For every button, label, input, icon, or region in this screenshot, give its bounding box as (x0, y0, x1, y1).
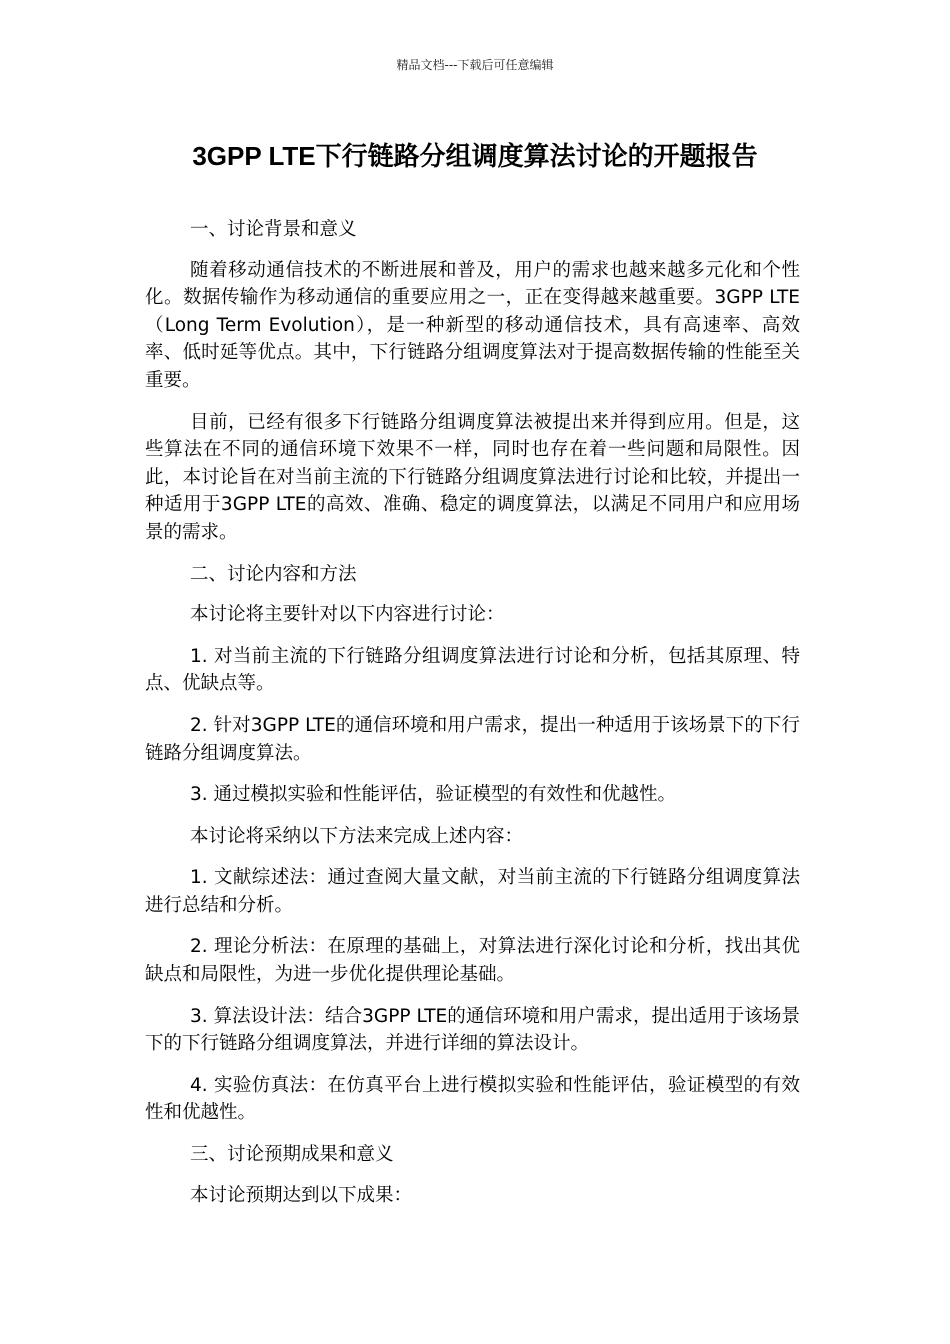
section-heading-content-methods: 二、讨论内容和方法 (190, 563, 357, 585)
list-item-content-3: 3. 通过模拟实验和性能评估，验证模型的有效性和优越性。 (190, 784, 677, 806)
paragraph-methods-intro: 本讨论将采纳以下方法来完成上述内容： (190, 825, 524, 847)
section-heading-expected-results: 三、讨论预期成果和意义 (190, 1144, 394, 1166)
document-body (145, 216, 800, 1223)
list-item-method-2: 2. 理论分析法：在原理的基础上，对算法进行深化讨论和分析，找出其优缺点和局限性，为进一步优化提供理论基础。 (145, 936, 800, 986)
list-item-method-3: 3. 算法设计法：结合3GPP LTE的通信环境和用户需求，提出适用于该场景下的下行链路分组调度算法，并进行详细的算法设计。 (145, 1005, 800, 1055)
paragraph-background-2: 目前，已经有很多下行链路分组调度算法被提出来并得到应用。但是，这些算法在不同的通信环境下效果不一样，同时也存在着一些问题和局限性。因此，本讨论旨在对当前主流的下行链路分组调度算法进行讨论和比较，并提出一种适用于3GPP LTE的高效、准确、稳定的调度算法，以满足不同用户和应用场景的需求。 (145, 411, 800, 543)
paragraph-content-intro: 本讨论将主要针对以下内容进行讨论： (190, 604, 505, 626)
header-note: 精品文档---下载后可任意编辑 (396, 58, 554, 72)
list-item-method-4: 4. 实验仿真法：在仿真平台上进行模拟实验和性能评估，验证模型的有效性和优越性。 (145, 1074, 800, 1124)
list-item-content-2: 2. 针对3GPP LTE的通信环境和用户需求，提出一种适用于该场景下的下行链路分组调度算法。 (145, 714, 800, 764)
list-item-content-1: 1. 对当前主流的下行链路分组调度算法进行讨论和分析，包括其原理、特点、优缺点等。 (145, 645, 800, 695)
list-item-method-1: 1. 文献综述法：通过查阅大量文献，对当前主流的下行链路分组调度算法进行总结和分析。 (145, 867, 800, 916)
document-title: 3GPP LTE下行链路分组调度算法讨论的开题报告 (192, 141, 758, 171)
paragraph-results-intro: 本讨论预期达到以下成果： (190, 1184, 413, 1206)
section-heading-background: 一、讨论背景和意义 (190, 219, 357, 240)
paragraph-background-1: 随着移动通信技术的不断进展和普及，用户的需求也越来越多元化和个性化。数据传输作为移动通信的重要应用之一，正在变得越来越重要。3GPP LTE（Long Term Evolution），是一种新型的移动通信技术，具有高速率、高效率、低时延等优点。其中，下行链路分组调度算法对于提高数据传输的性能至关重要。 (145, 259, 800, 391)
